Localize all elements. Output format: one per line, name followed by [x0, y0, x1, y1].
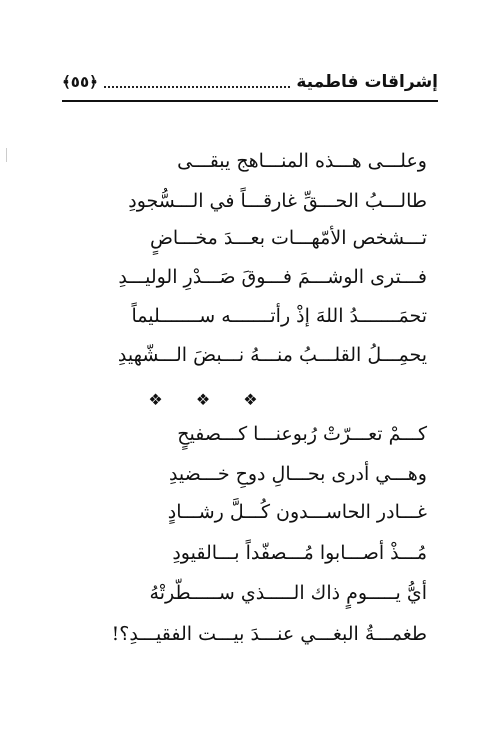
verse-line-9: غـــادر الحاســـدون كُـــلَّ رشـــادٍ [167, 501, 427, 523]
verse-line-12: طغمـــةُ البغـــي عنـــدَ بيـــت الفقيـــدِ؟! [111, 623, 427, 645]
verse-line-6: يحمِـــلُ القلـــبُ منـــهُ نـــبضَ الـــشّهيدِ [117, 344, 427, 366]
verse-line-10: مُـــذْ أصـــابوا مُـــصفّداً بـــالقيودِ [172, 542, 427, 564]
header-dotted-leader [104, 86, 290, 88]
page-number: ﴿٥٥﴾ [62, 73, 98, 91]
verse-line-1: وعلـــى هـــذه المنـــاهج يبقـــى [177, 150, 427, 172]
stanza-separator: ❖ ❖ ❖ [148, 390, 272, 409]
margin-mark [6, 148, 7, 162]
verse-line-2: طالـــبُ الحـــقِّ غارقـــاً في الـــسُّجودِ [128, 190, 427, 212]
verse-line-5: تحمَـــــــدُ اللهَ إذْ رأتـــــــه ســـــــليماً [131, 305, 427, 327]
verse-line-3: تـــشخص الأمّهـــات بعـــدَ مخـــاضٍ [149, 227, 427, 249]
verse-line-4: فـــترى الوشـــمَ فـــوقَ صَـــدْرِ الوليـــدِ [118, 266, 427, 288]
book-title: إشراقات فاطمية [296, 72, 438, 92]
verse-line-11: أيُّ يـــــومٍ ذاك الـــــذي ســـــطّرتْهُ [149, 582, 427, 604]
verse-line-7: كـــمْ تعـــرّتْ رُبوعنـــا كـــصفيحٍ [177, 423, 427, 445]
header-rule [62, 100, 438, 102]
verse-line-8: وهـــي أدرى بحـــالِ دوحِ خـــضيدِ [168, 463, 427, 485]
page-header [62, 66, 438, 98]
